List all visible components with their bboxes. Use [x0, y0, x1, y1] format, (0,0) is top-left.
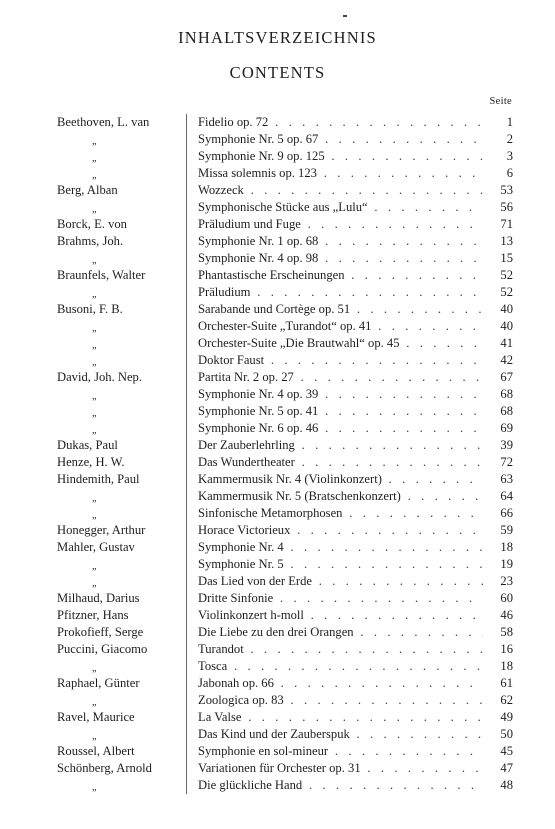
composer-name: Berg, Alban	[57, 183, 118, 197]
contents-entry	[0, 199, 555, 216]
page-number: 71	[483, 216, 513, 233]
work-title	[198, 658, 503, 675]
ditto-mark: „	[92, 136, 97, 147]
contents-entry	[0, 420, 555, 437]
work-title-text: Präludium und Fuge	[198, 217, 301, 231]
work-title-text: Orchester-Suite „Turandot“ op. 41	[198, 319, 372, 333]
ditto-mark: „	[92, 561, 97, 572]
composer-name: Mahler, Gustav	[57, 540, 135, 554]
composer-name: Beethoven, L. van	[57, 115, 150, 129]
page-number: 58	[483, 624, 513, 641]
work-title	[198, 301, 503, 318]
contents-entry	[0, 590, 555, 607]
ditto-mark: „	[92, 782, 97, 793]
page-number: 66	[483, 505, 513, 522]
work-title-text: Symphonische Stücke aus „Lulu“	[198, 200, 368, 214]
work-title-text: Partita Nr. 2 op. 27	[198, 370, 294, 384]
work-title-text: Orchester-Suite „Die Brautwahl“ op. 45	[198, 336, 400, 350]
contents-entry	[0, 624, 555, 641]
ditto-mark: „	[92, 289, 97, 300]
contents-entry	[0, 386, 555, 403]
composer-name: Hindemith, Paul	[57, 472, 140, 486]
work-title-text: Doktor Faust	[198, 353, 265, 367]
page-number: 61	[483, 675, 513, 692]
work-title-text: Symphonie Nr. 5 op. 67	[198, 132, 319, 146]
work-title	[198, 624, 503, 641]
page-number: 2	[483, 131, 513, 148]
work-title	[198, 675, 503, 692]
composer-name: Puccini, Giacomo	[57, 642, 148, 656]
contents-entry	[0, 301, 555, 318]
contents-list	[0, 114, 555, 794]
work-title-text: Missa solemnis op. 123	[198, 166, 317, 180]
work-title	[198, 420, 503, 437]
work-title-text: Zoologica op. 83	[198, 693, 284, 707]
work-title	[198, 114, 503, 131]
page-title-german: INHALTSVERZEICHNIS	[178, 28, 377, 47]
composer-name: Schönberg, Arnold	[57, 761, 152, 775]
composer-name: David, Joh. Nep.	[57, 370, 142, 384]
work-title-text: Symphonie Nr. 6 op. 46	[198, 421, 319, 435]
composer-name: Milhaud, Darius	[57, 591, 140, 605]
work-title-text: Tosca	[198, 659, 228, 673]
work-title-text: Sarabande und Cortège op. 51	[198, 302, 351, 316]
page-number: 68	[483, 403, 513, 420]
work-title	[198, 233, 503, 250]
work-title-text: Symphonie Nr. 5	[198, 557, 284, 571]
page-number: 19	[483, 556, 513, 573]
page-number: 53	[483, 182, 513, 199]
work-title-text: Jabonah op. 66	[198, 676, 274, 690]
work-title-text: Präludium	[198, 285, 251, 299]
page-number: 23	[483, 573, 513, 590]
page-number: 52	[483, 267, 513, 284]
work-title	[198, 641, 503, 658]
work-title	[198, 488, 503, 505]
page-number: 42	[483, 352, 513, 369]
work-title	[198, 182, 503, 199]
work-title	[198, 131, 503, 148]
work-title-text: Sinfonische Metamorphosen	[198, 506, 343, 520]
page-number: 68	[483, 386, 513, 403]
work-title-text: Variationen für Orchester op. 31	[198, 761, 361, 775]
work-title	[198, 539, 503, 556]
work-title	[198, 284, 503, 301]
ditto-mark: „	[92, 663, 97, 674]
work-title	[198, 505, 503, 522]
work-title	[198, 760, 503, 777]
work-title-text: La Valse	[198, 710, 242, 724]
work-title	[198, 522, 503, 539]
page-number: 39	[483, 437, 513, 454]
composer-name: Braunfels, Walter	[57, 268, 146, 282]
work-title	[198, 437, 503, 454]
contents-entry	[0, 641, 555, 658]
ditto-mark: „	[92, 578, 97, 589]
composer-name: Henze, H. W.	[57, 455, 125, 469]
work-title-text: Symphonie Nr. 4	[198, 540, 284, 554]
contents-entry	[0, 607, 555, 624]
contents-entry	[0, 403, 555, 420]
work-title-text: Die Liebe zu den drei Orangen	[198, 625, 354, 639]
page-number: 50	[483, 726, 513, 743]
work-title	[198, 199, 503, 216]
work-title	[198, 165, 503, 182]
page-number: 18	[483, 658, 513, 675]
contents-entry	[0, 709, 555, 726]
work-title-text: Das Kind und der Zauberspuk	[198, 727, 350, 741]
work-title-text: Symphonie Nr. 9 op. 125	[198, 149, 325, 163]
work-title-text: Fidelio op. 72	[198, 115, 269, 129]
contents-entry	[0, 131, 555, 148]
ditto-mark: „	[92, 323, 97, 334]
composer-name: Ravel, Maurice	[57, 710, 135, 724]
work-title	[198, 743, 503, 760]
contents-entry	[0, 284, 555, 301]
composer-name: Roussel, Albert	[57, 744, 135, 758]
page-number: 18	[483, 539, 513, 556]
work-title-text: Horace Victorieux	[198, 523, 291, 537]
work-title-text: Violinkonzert h-moll	[198, 608, 304, 622]
work-title-text: Symphonie Nr. 4 op. 98	[198, 251, 319, 265]
page-number: 40	[483, 301, 513, 318]
composer-name: Borck, E. von	[57, 217, 127, 231]
contents-entry	[0, 318, 555, 335]
page-number: 52	[483, 284, 513, 301]
work-title	[198, 267, 503, 284]
ditto-mark: „	[92, 170, 97, 181]
work-title	[198, 454, 503, 471]
contents-entry	[0, 522, 555, 539]
contents-entry	[0, 233, 555, 250]
page-number: 6	[483, 165, 513, 182]
ditto-mark: „	[92, 153, 97, 164]
page-number: 46	[483, 607, 513, 624]
contents-entry	[0, 692, 555, 709]
contents-entry	[0, 488, 555, 505]
work-title-text: Symphonie Nr. 5 op. 41	[198, 404, 319, 418]
ditto-mark: „	[92, 255, 97, 266]
page-top-mark	[343, 15, 347, 17]
composer-name: Prokofieff, Serge	[57, 625, 144, 639]
page-number: 48	[483, 777, 513, 794]
contents-entry	[0, 573, 555, 590]
ditto-mark: „	[92, 340, 97, 351]
work-title	[198, 352, 503, 369]
work-title-text: Wozzeck	[198, 183, 244, 197]
work-title-text: Das Lied von der Erde	[198, 574, 313, 588]
page-number: 15	[483, 250, 513, 267]
ditto-mark: „	[92, 391, 97, 402]
composer-name: Raphael, Günter	[57, 676, 140, 690]
work-title	[198, 250, 503, 267]
contents-entry	[0, 165, 555, 182]
page-number: 56	[483, 199, 513, 216]
work-title-text: Symphonie Nr. 4 op. 39	[198, 387, 319, 401]
work-title-text: Der Zauberlehrling	[198, 438, 295, 452]
page-number: 59	[483, 522, 513, 539]
contents-entry	[0, 471, 555, 488]
page-number: 47	[483, 760, 513, 777]
contents-entry	[0, 437, 555, 454]
page-number: 60	[483, 590, 513, 607]
contents-entry	[0, 743, 555, 760]
work-title-text: Phantastische Erscheinungen	[198, 268, 345, 282]
page-number: 45	[483, 743, 513, 760]
work-title	[198, 777, 503, 794]
work-title	[198, 148, 503, 165]
contents-entry	[0, 352, 555, 369]
page-number: 62	[483, 692, 513, 709]
work-title	[198, 318, 503, 335]
ditto-mark: „	[92, 697, 97, 708]
page-number: 13	[483, 233, 513, 250]
page-number-column-label: Seite	[489, 96, 512, 107]
contents-entry	[0, 658, 555, 675]
work-title	[198, 386, 503, 403]
contents-entry	[0, 148, 555, 165]
ditto-mark: „	[92, 425, 97, 436]
ditto-mark: „	[92, 408, 97, 419]
work-title-text: Die glückliche Hand	[198, 778, 303, 792]
contents-entry	[0, 777, 555, 794]
page-number: 72	[483, 454, 513, 471]
page-number: 1	[483, 114, 513, 131]
work-title	[198, 709, 503, 726]
page-number: 16	[483, 641, 513, 658]
contents-entry	[0, 216, 555, 233]
work-title-text: Kammermusik Nr. 4 (Violinkonzert)	[198, 472, 382, 486]
work-title	[198, 607, 503, 624]
contents-entry	[0, 250, 555, 267]
page-number: 69	[483, 420, 513, 437]
composer-name: Busoni, F. B.	[57, 302, 123, 316]
page-number: 40	[483, 318, 513, 335]
contents-entry	[0, 267, 555, 284]
composer-name: Honegger, Arthur	[57, 523, 146, 537]
page-number: 64	[483, 488, 513, 505]
work-title-text: Turandot	[198, 642, 244, 656]
contents-entry	[0, 114, 555, 131]
work-title	[198, 335, 503, 352]
page-number: 41	[483, 335, 513, 352]
page-number: 67	[483, 369, 513, 386]
work-title	[198, 471, 503, 488]
ditto-mark: „	[92, 731, 97, 742]
work-title-text: Symphonie Nr. 1 op. 68	[198, 234, 319, 248]
contents-entry	[0, 675, 555, 692]
work-title	[198, 369, 503, 386]
contents-entry	[0, 505, 555, 522]
work-title	[198, 216, 503, 233]
contents-entry	[0, 760, 555, 777]
work-title	[198, 692, 503, 709]
contents-entry	[0, 454, 555, 471]
ditto-mark: „	[92, 357, 97, 368]
contents-entry	[0, 556, 555, 573]
page-number: 63	[483, 471, 513, 488]
ditto-mark: „	[92, 493, 97, 504]
work-title	[198, 556, 503, 573]
work-title-text: Symphonie en sol-mineur	[198, 744, 329, 758]
ditto-mark: „	[92, 510, 97, 521]
ditto-mark: „	[92, 204, 97, 215]
page-number: 3	[483, 148, 513, 165]
work-title-text: Das Wundertheater	[198, 455, 295, 469]
page-number: 49	[483, 709, 513, 726]
composer-name: Dukas, Paul	[57, 438, 118, 452]
contents-entry	[0, 726, 555, 743]
work-title-text: Dritte Sinfonie	[198, 591, 274, 605]
contents-entry	[0, 369, 555, 386]
contents-entry	[0, 539, 555, 556]
contents-entry	[0, 335, 555, 352]
work-title-text: Kammermusik Nr. 5 (Bratschenkonzert)	[198, 489, 401, 503]
composer-name: Pfitzner, Hans	[57, 608, 129, 622]
work-title	[198, 573, 503, 590]
composer-name: Brahms, Joh.	[57, 234, 124, 248]
page-title-english: CONTENTS	[229, 63, 326, 82]
contents-entry	[0, 182, 555, 199]
work-title	[198, 590, 503, 607]
work-title	[198, 726, 503, 743]
work-title	[198, 403, 503, 420]
